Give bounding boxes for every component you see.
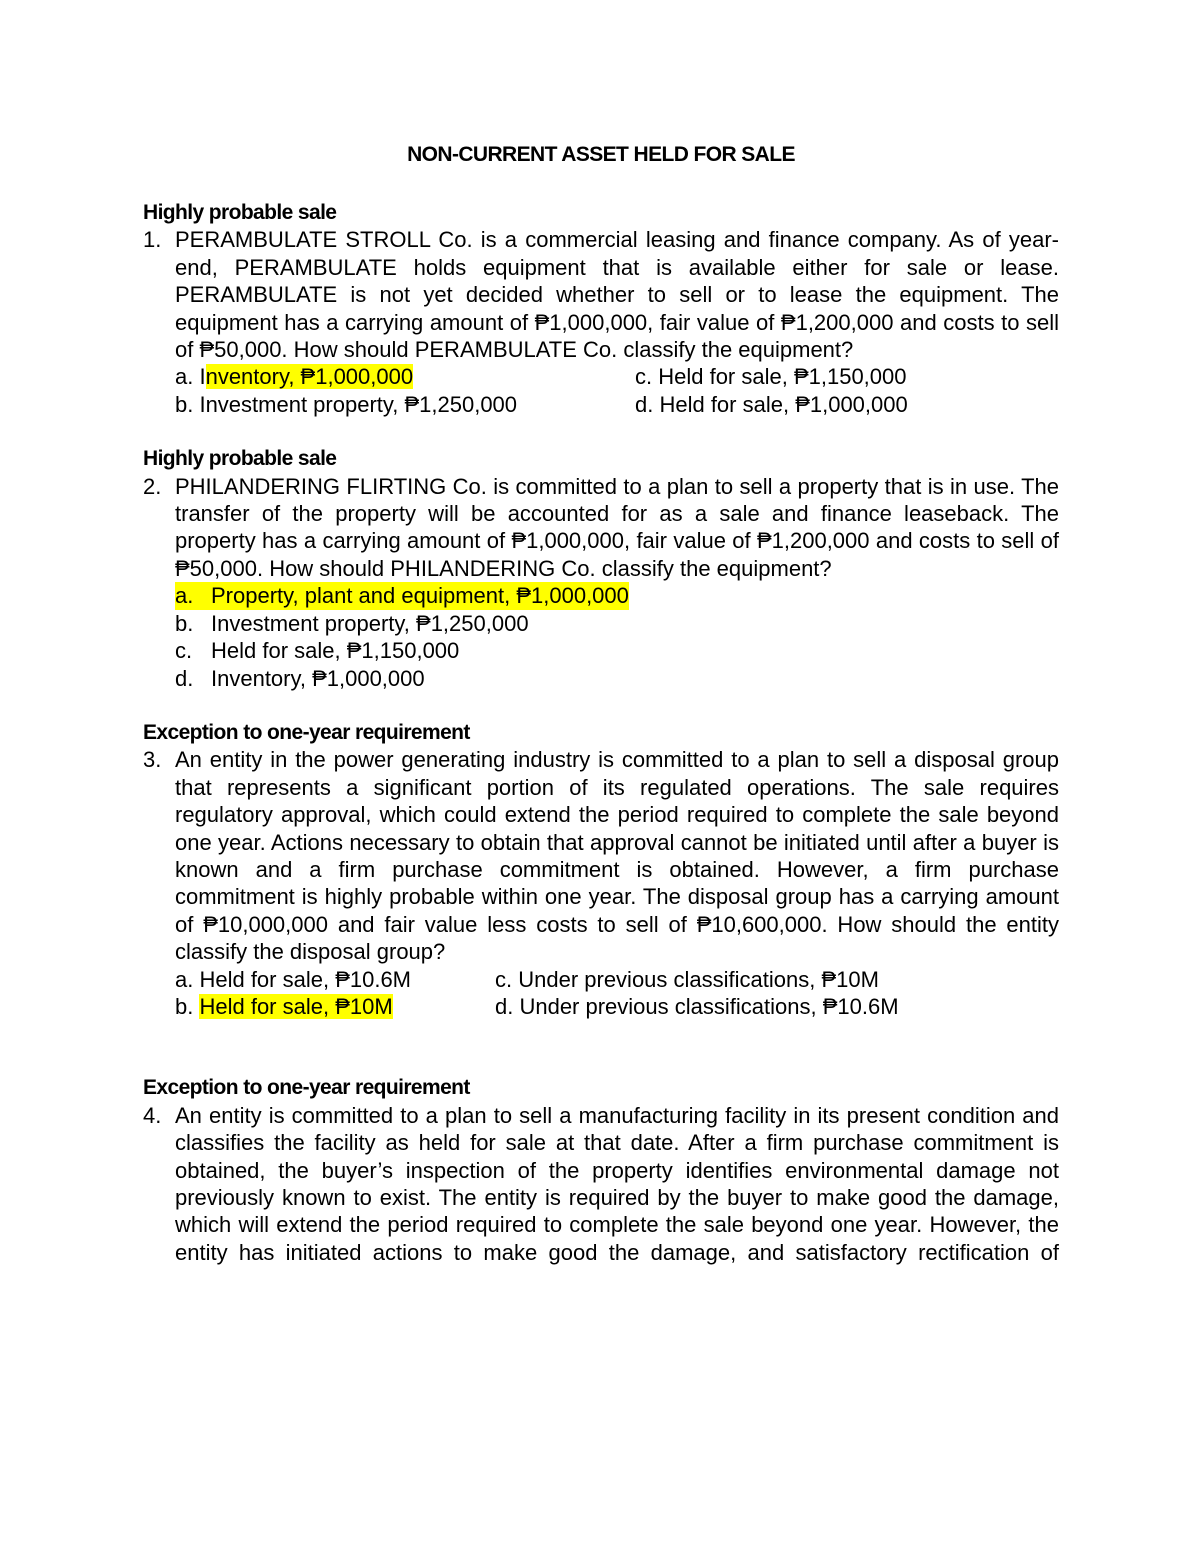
document-title: NON-CURRENT ASSET HELD FOR SALE	[407, 143, 795, 166]
choice-b-highlighted-answer: Held for sale, ₱10M	[199, 993, 393, 1019]
choice-letter: c.	[175, 638, 193, 664]
choice-letter: b.	[175, 610, 194, 636]
question-2-choice-b	[175, 610, 1059, 637]
question-4-number: 4.	[143, 1102, 162, 1128]
question-4-text: An entity is committed to a plan to sell a manufacturing facility in its present condition and classifies the facility as held for sale at that date. After a firm purchase commitment is obtained, the buyer’s inspection of the property identifies environmental damage not previously known to exist. The entity is required by the buyer to make good the damage, which will extend the period required to complete the sale beyond one year. However, the entity has initiated actions to make good the damage, and satisfactory rectification of	[175, 1102, 1059, 1265]
question-2-block	[143, 445, 1059, 692]
question-1-choice-b: b. Investment property, ₱1,250,000	[175, 391, 518, 417]
choice-text: Investment property, ₱1,250,000	[211, 610, 529, 636]
question-1-choice-a	[175, 363, 635, 390]
question-1-choices	[175, 363, 1059, 418]
choice-text: Inventory, ₱1,000,000	[211, 665, 425, 691]
question-3-choice-b	[175, 993, 495, 1020]
question-3-choice-d: d. Under previous classifications, ₱10.6M	[495, 993, 899, 1019]
question-4	[143, 1102, 1059, 1266]
question-3-block	[143, 719, 1059, 1020]
question-3	[143, 746, 1059, 1020]
question-3-choices	[175, 966, 1059, 1021]
question-3-text: An entity in the power generating industry is committed to a plan to sell a disposal group that represents a significant portion of its regulated operations. The sale requires regulatory approval, which could extend the period required to complete the sale beyond one year. Actions necessary to obtain that approval cannot be initiated until after a buyer is known and a firm purchase commitment is obtained. However, a firm purchase commitment is highly probable within one year. The disposal group has a carrying amount of ₱10,000,000 and fair value less costs to sell of ₱10,600,000. How should the entity classify the disposal group?	[175, 747, 1059, 965]
choice-letter: d.	[175, 665, 194, 691]
question-2-number: 2.	[143, 473, 162, 499]
choice-a-highlighted-answer	[175, 582, 629, 609]
question-1-text: PERAMBULATE STROLL Co. is a commercial leasing and finance company. As of year-end, PERAMBULATE holds equipment that is available either for sale or lease. PERAMBULATE is not yet decided whether to sell or to lease the equipment. The equipment has a carrying amount of ₱1,000,000, fair value of ₱1,200,000 and costs to sell of ₱50,000. How should PERAMBULATE Co. classify the equipment?	[175, 227, 1059, 363]
question-2-body	[175, 473, 1059, 692]
question-3-body	[175, 746, 1059, 1020]
question-2-choice-d	[175, 665, 1059, 692]
question-1-choice-d: d. Held for sale, ₱1,000,000	[635, 391, 908, 417]
question-1-number: 1.	[143, 227, 162, 253]
question-1	[143, 226, 1059, 418]
question-3-choice-a: a. Held for sale, ₱10.6M	[175, 966, 412, 992]
choice-b-prefix: b.	[175, 993, 200, 1019]
choice-text: Held for sale, ₱1,150,000	[211, 638, 460, 664]
question-2-heading: Highly probable sale	[143, 447, 337, 471]
choice-a-highlighted-answer: nventory, ₱1,000,000	[205, 364, 414, 390]
question-1-block	[143, 199, 1059, 418]
question-4-body	[175, 1102, 1059, 1266]
question-2-choice-a	[175, 582, 1059, 609]
question-1-choice-c: c. Held for sale, ₱1,150,000	[635, 364, 907, 390]
question-4-block	[143, 1074, 1059, 1266]
question-2-text: PHILANDERING FLIRTING Co. is committed to a plan to sell a property that is in use. The transfer of the property will be accounted for as a sale and finance leaseback. The property has a carrying amount of ₱1,000,000, fair value of ₱1,200,000 and costs to sell of ₱50,000. How should PHILANDERING Co. classify the equipment?	[175, 473, 1059, 581]
question-1-body	[175, 226, 1059, 418]
question-3-number: 3.	[143, 747, 162, 773]
question-3-heading: Exception to one-year requirement	[143, 720, 470, 744]
choice-a-prefix: a. I	[175, 364, 206, 390]
choice-text: Property, plant and equipment, ₱1,000,000	[211, 583, 629, 609]
question-2	[143, 473, 1059, 692]
question-3-choice-c: c. Under previous classifications, ₱10M	[495, 966, 879, 992]
document-page	[143, 140, 1059, 1293]
choice-letter: a.	[175, 583, 194, 609]
question-4-heading: Exception to one-year requirement	[143, 1076, 470, 1100]
question-2-choices	[175, 582, 1059, 692]
question-1-heading: Highly probable sale	[143, 201, 337, 224]
question-2-choice-c	[175, 637, 1059, 664]
